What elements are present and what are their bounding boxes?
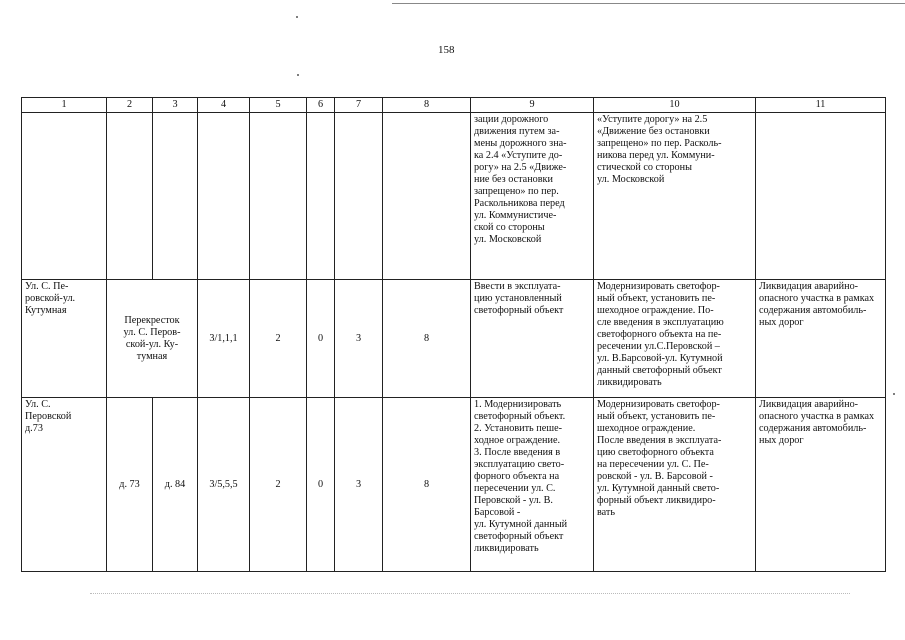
value-cell (307, 113, 335, 280)
table-row (22, 280, 886, 398)
page-number: 158 (438, 44, 455, 56)
address-from-cell: д. 73 (107, 398, 153, 572)
value-cell: 3/1,1,1 (198, 280, 250, 398)
result-cell: Ликвидация аварийно- опасного участка в рамках содержания автомобиль- ных дорог (756, 280, 886, 398)
value-cell: 0 (307, 280, 335, 398)
result-cell (756, 113, 886, 280)
value-cell: 8 (383, 398, 471, 572)
value-cell (198, 113, 250, 280)
column-header: 1 (22, 98, 107, 113)
scan-speck (893, 393, 895, 395)
scan-speck (297, 74, 299, 76)
value-cell: 3/5,5,5 (198, 398, 250, 572)
value-cell (383, 113, 471, 280)
scan-speck (296, 16, 298, 18)
value-cell: 0 (307, 398, 335, 572)
column-header: 4 (198, 98, 250, 113)
proposal-cell: «Уступите дорогу» на 2.5 «Движение без остановки запрещено» по пер. Расколь- никова перед ул. Коммуни- стической со стороны ул. Московской (594, 113, 756, 280)
header-row (22, 98, 886, 113)
measures-cell: зации дорожного движения путем за- мены дорожного зна- ка 2.4 «Уступите до- рогу» на 2.5 «Движе- ние без остановки запрещено» по пер. Раскольникова перед ул. Коммунистиче- ской со стороны ул. Московской (471, 113, 594, 280)
address-from-cell (107, 113, 153, 280)
column-header: 7 (335, 98, 383, 113)
scan-noise-line (90, 593, 850, 594)
table-row (22, 398, 886, 572)
value-cell: 3 (335, 398, 383, 572)
value-cell: 2 (250, 280, 307, 398)
column-header: 11 (756, 98, 886, 113)
proposal-cell: Модернизировать светофор- ный объект, установить пе- шеходное ограждение. После введения в эксплуата- цию светофорного объекта на пересечении ул. С. Пе- ровской - ул. В. Барсовой - ул. Кутумной данный свето- форный объект ликвидиро- вать (594, 398, 756, 572)
value-cell: 8 (383, 280, 471, 398)
location-cell (22, 113, 107, 280)
column-header: 6 (307, 98, 335, 113)
table-row (22, 113, 886, 280)
document-table (21, 97, 886, 572)
column-header: 3 (153, 98, 198, 113)
column-header: 2 (107, 98, 153, 113)
value-cell (250, 113, 307, 280)
scan-edge-line (392, 3, 905, 4)
intersection-cell: Перекресток ул. С. Перов- ской-ул. Ку- тумная (107, 280, 198, 398)
measures-cell: 1. Модернизировать светофорный объект. 2. Установить пеше- ходное ограждение. 3. После введения в эксплуатацию свето- форного объекта на пересечении ул. С. Перовской - ул. В. Барсовой - ул. Кутумной данный светофорный объект ликвидировать (471, 398, 594, 572)
result-cell: Ликвидация аварийно- опасного участка в рамках содержания автомобиль- ных дорог (756, 398, 886, 572)
value-cell: 3 (335, 280, 383, 398)
address-to-cell: д. 84 (153, 398, 198, 572)
value-cell: 2 (250, 398, 307, 572)
location-cell: Ул. С. Перовской д.73 (22, 398, 107, 572)
column-header: 8 (383, 98, 471, 113)
value-cell (335, 113, 383, 280)
address-to-cell (153, 113, 198, 280)
column-header: 5 (250, 98, 307, 113)
column-header: 9 (471, 98, 594, 113)
location-cell: Ул. С. Пе- ровской-ул. Кутумная (22, 280, 107, 398)
measures-cell: Ввести в эксплуата- цию установленный светофорный объект (471, 280, 594, 398)
column-header: 10 (594, 98, 756, 113)
proposal-cell: Модернизировать светофор- ный объект, установить пе- шеходное ограждение. По- сле введения в эксплуатацию светофорного объекта на пе- ресечении ул.С.Перовской – ул. В.Барсовой-ул. Кутумной данный светофорный объект ликвидировать (594, 280, 756, 398)
